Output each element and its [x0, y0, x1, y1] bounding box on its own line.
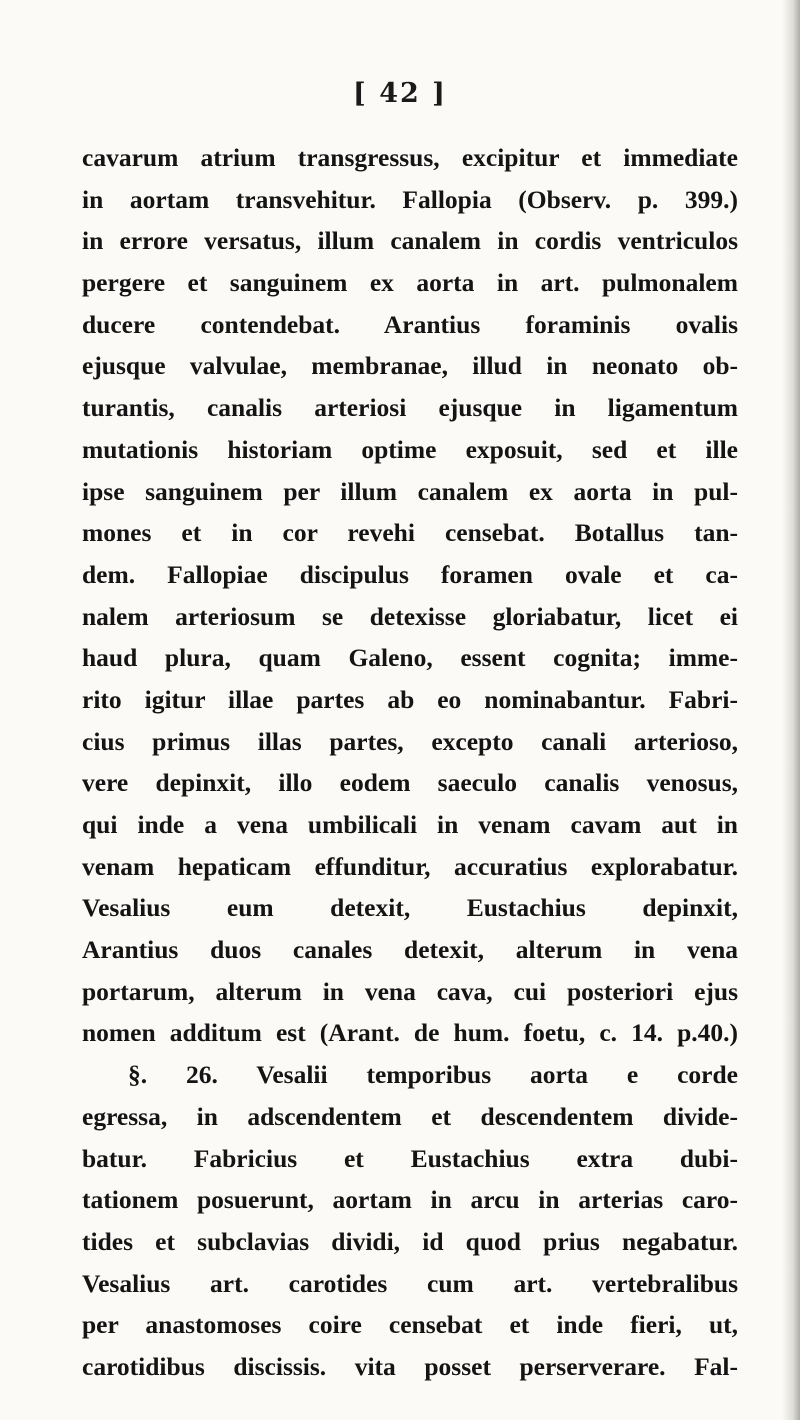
section-heading-line: §. 26. Vesalii temporibus aorta e corde — [128, 1060, 738, 1090]
text-line-3: in errore versatus, illum canalem in cordis ventriculos — [82, 226, 738, 256]
text-line-13: haud plura, quam Galeno, essent cognita; imme- — [82, 643, 738, 673]
text-line-30: carotidibus discissis. vita posset perserverare. Fal- — [82, 1351, 738, 1381]
text-line-2: in aortam transvehitur. Fallopia (Observ. p. 399.) — [82, 184, 738, 214]
text-line-12: nalem arteriosum se detexisse gloriabatur, licet ei — [82, 601, 738, 631]
text-line-8: mutationis historiam optime exposuit, sed et ille — [82, 434, 738, 464]
text-line-10: mones et in cor revehi censebat. Botallus tan- — [82, 518, 738, 548]
text-line-22: nomen additum est (Arant. de hum. foetu, c. 14. p.40.) — [82, 1018, 738, 1048]
text-line-15: cius primus illas partes, excepto canali arterioso, — [82, 726, 738, 756]
text-line-27: tides et subclavias dividi, id quod prius negabatur. — [82, 1226, 738, 1256]
text-line-6: ejusque valvulae, membranae, illud in neonato ob- — [82, 351, 738, 381]
text-line-7: turantis, canalis arteriosi ejusque in ligamentum — [82, 393, 738, 423]
text-line-21: portarum, alterum in vena cava, cui posteriori ejus — [82, 976, 738, 1006]
text-line-28: Vesalius art. carotides cum art. vertebralibus — [82, 1268, 738, 1298]
text-line-29: per anastomoses coire censebat et inde fieri, ut, — [82, 1310, 738, 1340]
text-line-11: dem. Fallopiae discipulus foramen ovale et ca- — [82, 559, 738, 589]
text-line-20: Arantius duos canales detexit, alterum in vena — [82, 935, 738, 965]
text-line-24: egressa, in adscendentem et descendentem divide- — [82, 1101, 738, 1131]
text-line-5: ducere contendebat. Arantius foraminis ovalis — [82, 309, 738, 339]
text-line-25: batur. Fabricius et Eustachius extra dubi- — [82, 1143, 738, 1173]
text-line-4: pergere et sanguinem ex aorta in art. pulmonalem — [82, 268, 738, 298]
text-line-1: cavarum atrium transgressus, excipitur et immediate — [82, 143, 738, 172]
text-line-16: vere depinxit, illo eodem saeculo canalis venosus, — [82, 768, 738, 798]
page-number: [ 42 ] — [353, 78, 447, 109]
text-line-9: ipse sanguinem per illum canalem ex aorta in pul- — [82, 476, 738, 506]
text-line-18: venam hepaticam effunditur, accuratius explorabatur. — [82, 851, 738, 881]
text-line-14: rito igitur illae partes ab eo nominabantur. Fabri- — [82, 684, 738, 714]
text-line-26: tationem posuerunt, aortam in arcu in arterias caro- — [82, 1185, 738, 1215]
text-line-19: Vesalius eum detexit, Eustachius depinxit, — [82, 893, 738, 923]
body-text — [82, 137, 738, 1388]
page-edge-shadow — [782, 0, 800, 1420]
text-line-17: qui inde a vena umbilicali in venam cavam aut in — [82, 810, 738, 839]
